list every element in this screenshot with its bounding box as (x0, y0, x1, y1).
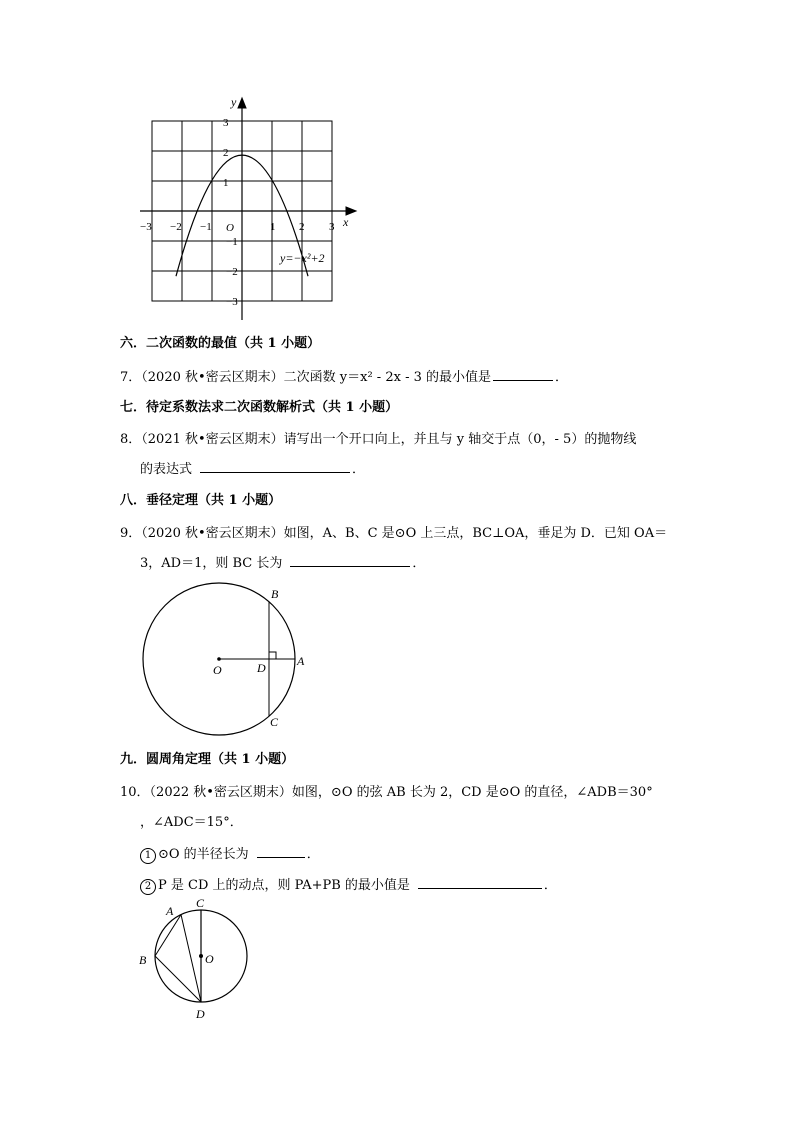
label-A: A (297, 654, 305, 668)
y-tick: −1 (226, 236, 238, 248)
y-tick: 2 (223, 147, 229, 159)
answer-blank[interactable] (418, 887, 542, 889)
q10-sub2-end: ． (543, 878, 557, 893)
q9-text: 3，AD＝1，则 BC 长为 (140, 556, 283, 571)
label-D: D (196, 1007, 205, 1021)
q10-sub1-text: ⊙O 的半径长为 (158, 847, 249, 862)
section-title: 九．圆周角定理（共 1 小题） (120, 752, 295, 767)
q9-circle-figure (135, 580, 325, 740)
parabola-graph (130, 90, 370, 325)
label-C: C (270, 715, 279, 729)
y-tick: −3 (226, 296, 238, 308)
answer-blank[interactable] (290, 565, 410, 567)
question-9-line2 (140, 552, 425, 571)
answer-blank[interactable] (493, 379, 553, 381)
answer-blank[interactable] (200, 471, 350, 473)
question-7 (120, 366, 568, 385)
q10-sub1-end: ． (306, 847, 320, 862)
x-tick: 2 (299, 221, 305, 233)
question-10-line1: 10．（2022 秋•密云区期末）如图，⊙O 的弦 AB 长为 2，CD 是⊙O 的直径，∠ADB＝30° (120, 785, 653, 800)
question-8-line1: 8．（2021 秋•密云区期末）请写出一个开口向上，并且与 y 轴交于点（0，- 5）的抛物线 (120, 432, 637, 447)
label-B: B (139, 953, 147, 967)
label-A: A (166, 904, 174, 918)
q8-text: 的表达式 (140, 462, 193, 477)
label-B: B (271, 587, 279, 601)
section-title: 七．待定系数法求二次函数解析式（共 1 小题） (120, 400, 399, 415)
x-tick: 1 (270, 221, 276, 233)
q9-end: ． (412, 556, 426, 571)
section-title: 八．垂径定理（共 1 小题） (120, 493, 282, 508)
x-tick: 3 (329, 221, 335, 233)
origin-label: O (226, 222, 234, 234)
y-tick: 3 (223, 117, 229, 129)
circled-number: 1 (140, 848, 156, 864)
equation-label: y=−x²+2 (280, 251, 325, 265)
x-axis-label: x (343, 215, 349, 229)
x-tick: −1 (200, 221, 212, 233)
label-D: D (257, 661, 266, 675)
q7-text: 7．（2020 秋•密云区期末）二次函数 y＝x² - 2x - 3 的最小值是 (120, 370, 491, 385)
question-10-sub2 (140, 874, 557, 895)
question-10-sub1 (140, 843, 320, 864)
q7-end: ． (555, 370, 569, 385)
section-title: 六．二次函数的最值（共 1 小题） (120, 336, 321, 351)
x-tick: −3 (140, 221, 152, 233)
q8-end: ． (352, 462, 366, 477)
x-tick: −2 (170, 221, 182, 233)
y-tick: 1 (223, 177, 229, 189)
q10-circle-figure (135, 895, 255, 1025)
label-C: C (196, 896, 205, 910)
answer-blank[interactable] (257, 856, 305, 858)
y-axis-label: y (231, 95, 237, 109)
label-O: O (213, 663, 222, 677)
q10-sub2-text: P 是 CD 上的动点，则 PA+PB 的最小值是 (158, 878, 410, 893)
question-8-line2 (140, 458, 365, 477)
y-tick: −2 (226, 266, 238, 278)
label-O: O (205, 952, 214, 966)
question-10-line2: ，∠ADC＝15°． (140, 815, 243, 830)
question-9-line1: 9．（2020 秋•密云区期末）如图，A、B、C 是⊙O 上三点，BC⊥OA，垂足为 D．已知 OA＝ (120, 526, 668, 541)
circled-number: 2 (140, 879, 156, 895)
